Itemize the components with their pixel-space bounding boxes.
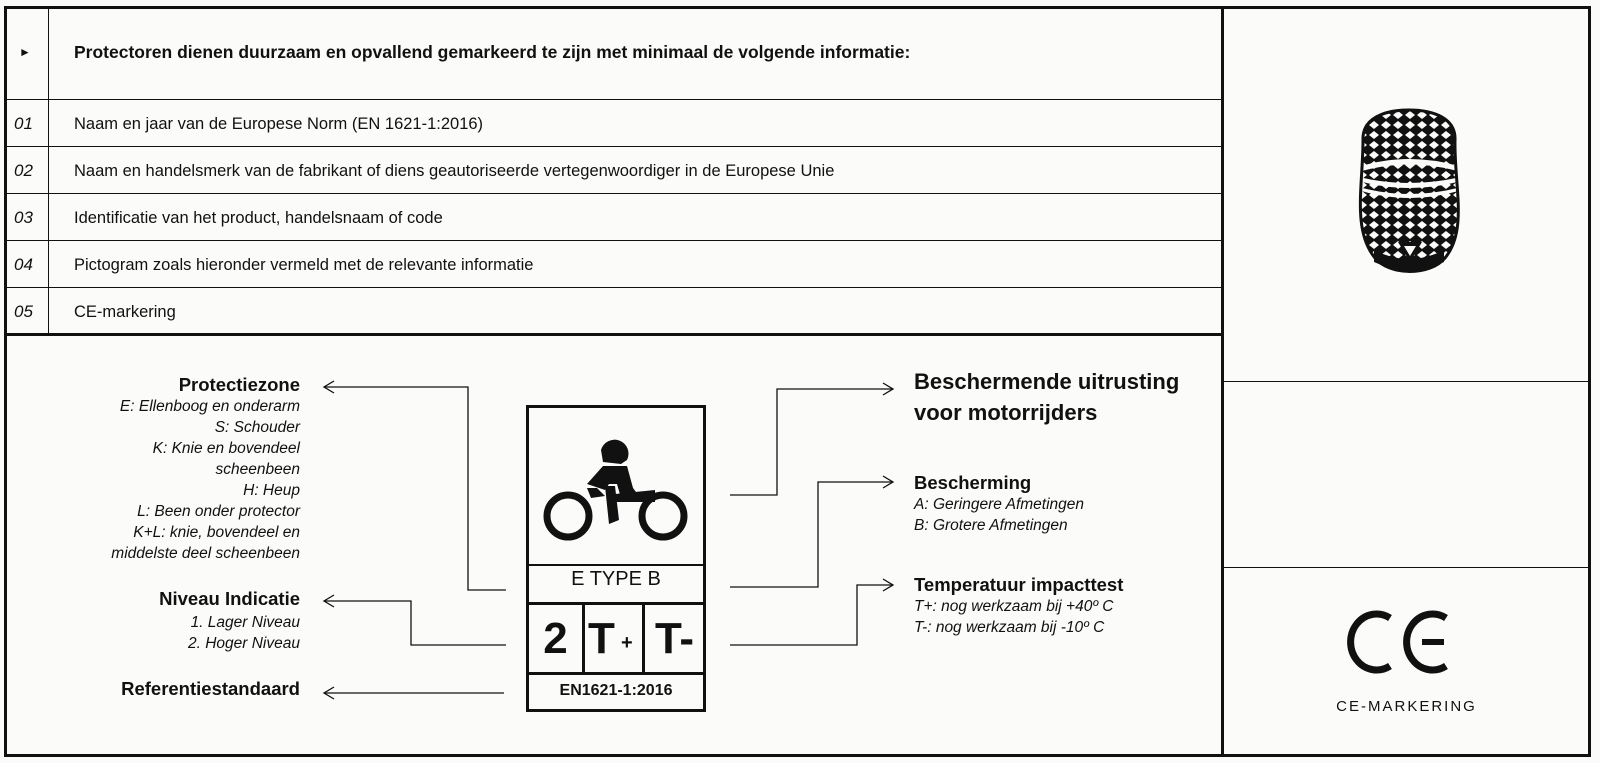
- ce-caption: CE-MARKERING: [1336, 698, 1477, 715]
- list-item: T+: nog werkzaam bij +40º C: [914, 598, 1114, 615]
- list-item: K+L: knie, bovendeel en: [133, 524, 300, 541]
- bescherming-title: Bescherming: [914, 472, 1032, 493]
- title-line: Beschermende uitrusting: [914, 369, 1180, 394]
- standard-label: EN1621-1:2016: [559, 682, 673, 699]
- row-number: 05: [14, 302, 33, 321]
- protectiezone-title: Protectiezone: [178, 374, 300, 395]
- list-item: 2. Hoger Niveau: [187, 635, 300, 652]
- list-item: A: Geringere Afmetingen: [914, 496, 1085, 513]
- row-text: Identificatie van het product, handelsnaam of code: [74, 209, 443, 227]
- row-number: 01: [14, 114, 33, 133]
- list-item: K: Knie en bovendeel: [152, 440, 300, 457]
- type-line: E TYPE B: [571, 568, 661, 590]
- list-item: B: Grotere Afmetingen: [914, 517, 1068, 534]
- temp-plus: T: [588, 614, 615, 663]
- list-item: H: Heup: [243, 482, 300, 499]
- niveau-title: Niveau Indicatie: [159, 588, 300, 609]
- row-text: CE-markering: [74, 303, 176, 321]
- referentie-title: Referentiestandaard: [121, 678, 300, 699]
- list-item: L: Been onder protector: [137, 503, 300, 520]
- row-text: Pictogram zoals hieronder vermeld met de relevante informatie: [74, 256, 534, 274]
- bullet-icon: ►: [19, 45, 31, 59]
- temperatuur-title: Temperatuur impacttest: [914, 574, 1124, 595]
- title-line: voor motorrijders: [914, 400, 1098, 425]
- plus-sign: +: [621, 632, 633, 654]
- list-item: 1. Lager Niveau: [190, 614, 300, 631]
- row-number: 03: [14, 208, 33, 227]
- level-value: 2: [543, 614, 568, 663]
- row-text: Naam en handelsmerk van de fabrikant of diens geautoriseerde vertegenwoordiger in de Europese Unie: [74, 162, 835, 180]
- list-item: middelste deel scheenbeen: [111, 545, 300, 562]
- list-item: S: Schouder: [214, 419, 300, 436]
- row-number: 02: [14, 161, 33, 180]
- list-item: E: Ellenboog en onderarm: [119, 398, 300, 415]
- list-item: scheenbeen: [215, 461, 300, 478]
- temp-minus: T-: [654, 614, 695, 663]
- row-text: Naam en jaar van de Europese Norm (EN 1621-1:2016): [74, 115, 484, 133]
- row-number: 04: [14, 255, 33, 274]
- page-title: Protectoren dienen duurzaam en opvallend gemarkeerd te zijn met minimaal de volgende informatie:: [74, 42, 911, 62]
- list-item: T-: nog werkzaam bij -10º C: [914, 619, 1105, 636]
